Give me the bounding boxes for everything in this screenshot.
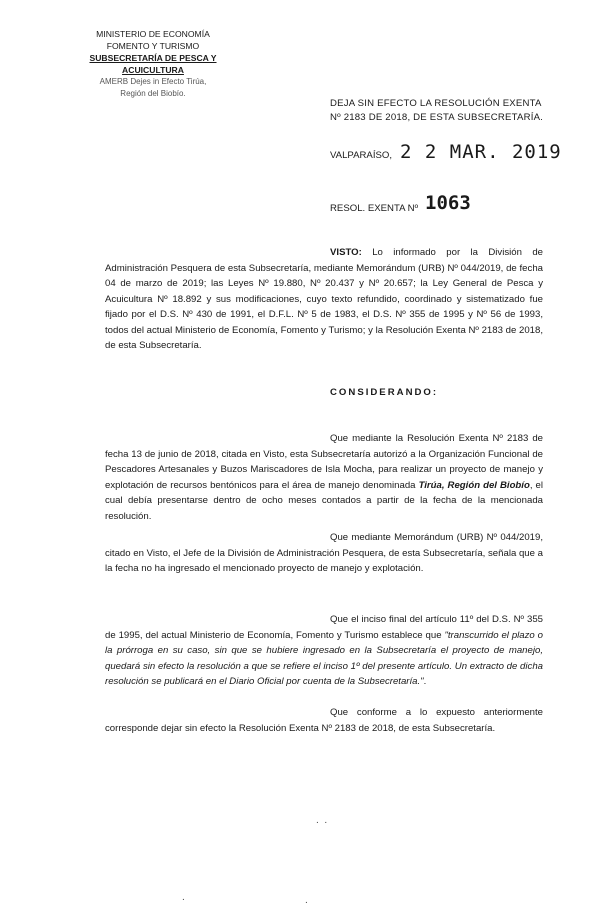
ministry-subname: FOMENTO Y TURISMO xyxy=(106,41,200,51)
place-label: VALPARAÍSO, xyxy=(330,150,393,161)
considerando-paragraph-1 xyxy=(105,431,543,524)
paragraph1-text-b: , el cual debía presentarse dentro de ocho meses contados a partir de la fecha de la mencionada resolución. xyxy=(105,479,543,522)
resolution-label: RESOL. EXENTA Nº xyxy=(330,203,419,214)
paragraph1-area-name: Tirúa, Región del Biobío xyxy=(418,479,530,491)
ministry-name: MINISTERIO DE ECONOMÍA xyxy=(96,29,210,39)
visto-text: Lo informado por la División de Administración Pesquera de esta Subsecretaría, mediante Memorándum (URB) Nº 044/2019, de fecha 04 de marzo de 2019; las Leyes Nº 19.880, Nº 20.437 y Nº 20.657; la Ley General de Pesca y Acuicultura Nº 18.892 y sus modificaciones, cuyo texto refundido, coordinado y sistematizado fue fijado por el D.S. Nº 430 de 1991, el D.F.L. Nº 5 de 1983, el D.S. Nº 355 de 1995 y Nº 56 de 1993, todos del actual Ministerio de Economía, Fomento y Turismo; y la Resolución Exenta Nº 2183 de 2018, de esta Subsecretaría. xyxy=(105,247,543,351)
considerando-paragraph-4: Que conforme a lo expuesto anteriormente corresponde dejar sin efecto la Resolución Exenta Nº 2183 de 2018, de esta Subsecretaría. xyxy=(105,707,543,734)
paragraph3-text-a: Que el inciso final del artículo 11º del D.S. Nº 355 de 1995, del actual Ministerio de Economía, Fomento y Turismo establece que xyxy=(105,614,543,641)
paragraph3-text-b: . xyxy=(423,676,427,687)
paragraph3-quote: "transcurrido el plazo o la prórroga en su caso, sin que se hubiere ingresado en la Subsecretaría el proyecto de manejo, quedará sin efecto la resolución a que se refiere el inciso 1º del presente artículo. Un extracto de dicha resolución se publicará en el Diario Oficial por cuenta de la Subsecretaría." xyxy=(105,629,544,687)
considerando-paragraph-3 xyxy=(105,612,543,690)
resolution-number: 1063 xyxy=(425,192,471,214)
stamped-date: 2 2 MAR. 2019 xyxy=(400,141,562,163)
file-region: Región del Biobío. xyxy=(120,89,186,98)
scan-speck: . . xyxy=(316,815,328,826)
letterhead xyxy=(58,28,248,100)
undersecretariat-name: SUBSECRETARÍA DE PESCA Y ACUICULTURA xyxy=(89,53,217,75)
visto-paragraph xyxy=(105,245,543,354)
considerando-heading: CONSIDERANDO: xyxy=(330,387,439,398)
scan-speck: . xyxy=(182,892,185,903)
visto-label: VISTO: xyxy=(330,247,362,258)
considerando-paragraph-2: Que mediante Memorándum (URB) Nº 044/2019, citado en Visto, el Jefe de la División de Administración Pesquera, de esta Subsecretaría, señala que a la fecha no ha ingresado el mencionado proyecto de manejo y explotación. xyxy=(105,532,543,574)
paragraph1-text-a: Que mediante la Resolución Exenta Nº 2183 de fecha 13 de junio de 2018, citada en Visto, esta Subsecretaría autorizó a la Organización Funcional de Pescadores Artesanales y Buzos Mariscadores de Isla Mocha, para realizar un proyecto de manejo y explotación de recursos bentónicos para el área de manejo denominada xyxy=(105,433,543,491)
file-reference: AMERB Dejes in Efecto Tirúa, xyxy=(99,77,207,86)
document-subject: DEJA SIN EFECTO LA RESOLUCIÓN EXENTA Nº 2183 DE 2018, DE ESTA SUBSECRETARÍA. xyxy=(330,98,544,123)
scan-speck: . xyxy=(305,895,308,906)
